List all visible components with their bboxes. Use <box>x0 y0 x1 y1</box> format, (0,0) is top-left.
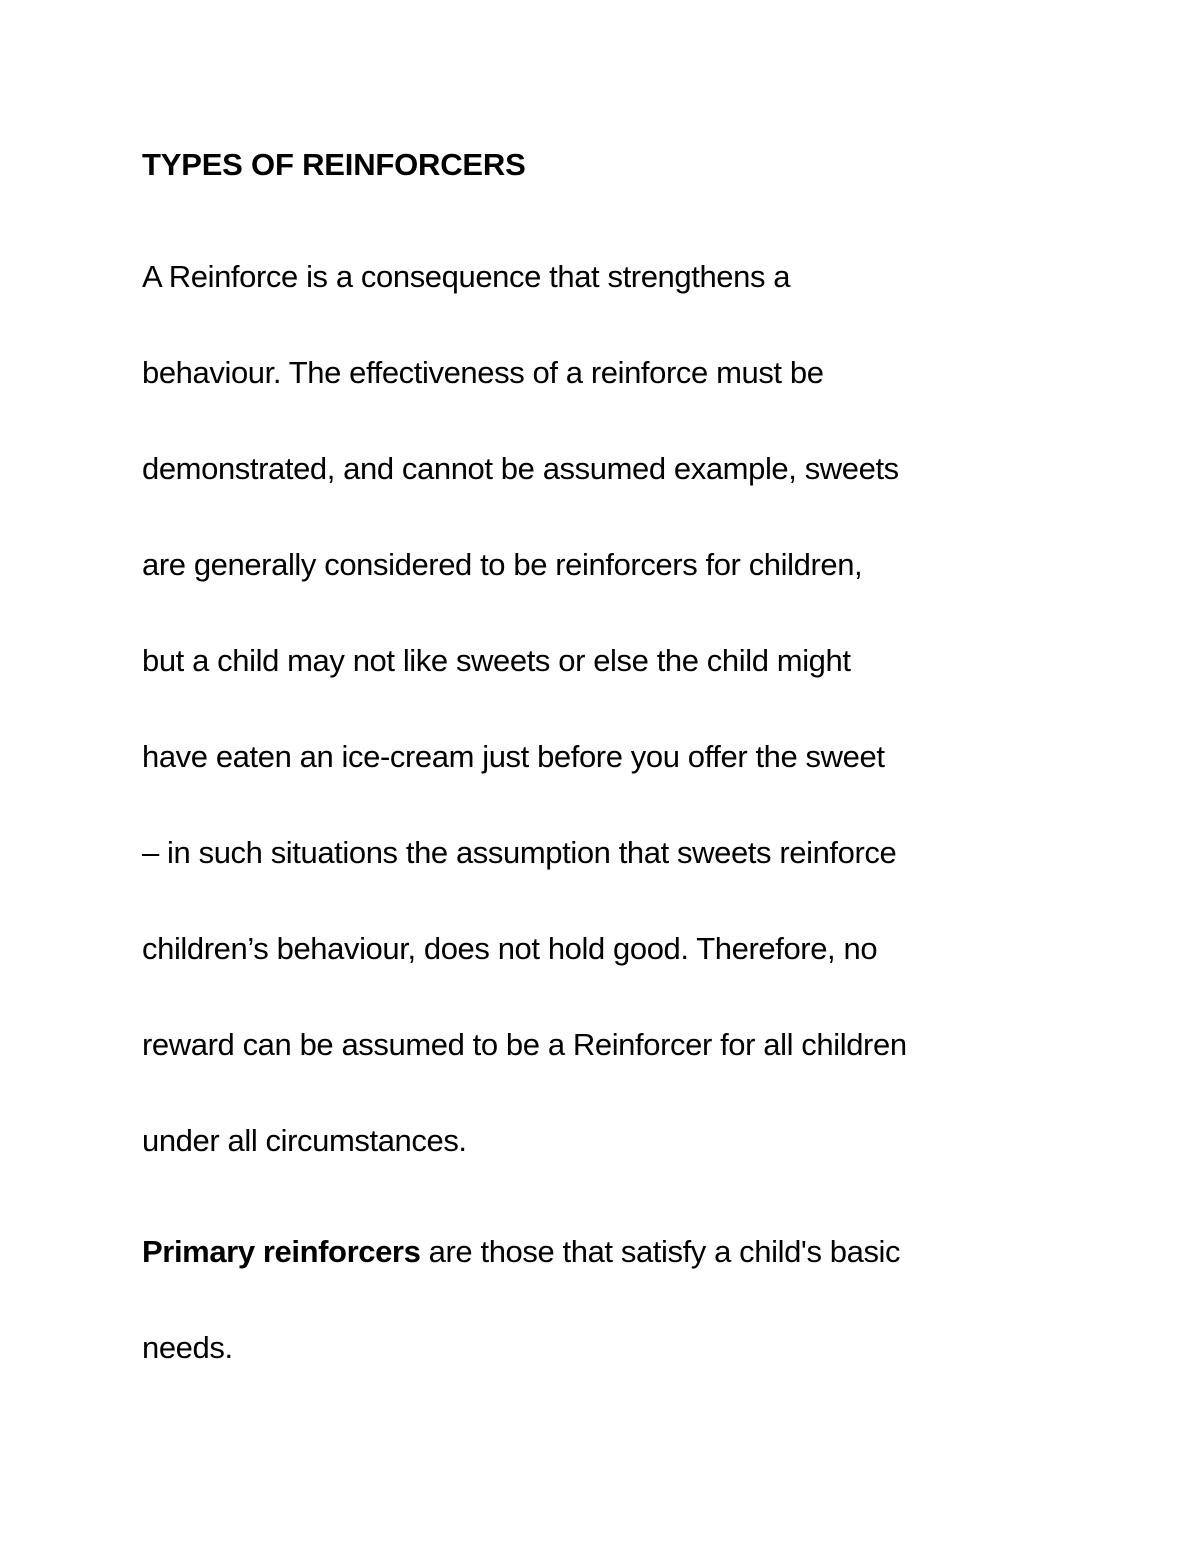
paragraph-line: behaviour. The effectiveness of a reinforce must be <box>142 355 824 390</box>
paragraph-line: demonstrated, and cannot be assumed example, sweets <box>142 451 899 486</box>
paragraph-line: A Reinforce is a consequence that strengthens a <box>142 259 791 294</box>
paragraph-line: children’s behaviour, does not hold good. Therefore, no <box>142 931 878 966</box>
paragraph-line: – in such situations the assumption that sweets reinforce <box>142 835 897 870</box>
paragraph-line: needs. <box>142 1330 233 1365</box>
document-heading: TYPES OF REINFORCERS <box>142 147 526 182</box>
paragraph-line: but a child may not like sweets or else the child might <box>142 643 851 678</box>
paragraph-line: under all circumstances. <box>142 1123 467 1158</box>
term-primary-reinforcers: Primary reinforcers <box>142 1234 421 1269</box>
paragraph-line <box>142 1232 900 1272</box>
term-definition-text: are those that satisfy a child's basic <box>420 1234 901 1269</box>
paragraph-line: reward can be assumed to be a Reinforcer for all children <box>142 1027 907 1062</box>
paragraph-line: have eaten an ice-cream just before you offer the sweet <box>142 739 885 774</box>
paragraph-line: are generally considered to be reinforcers for children, <box>142 547 863 582</box>
